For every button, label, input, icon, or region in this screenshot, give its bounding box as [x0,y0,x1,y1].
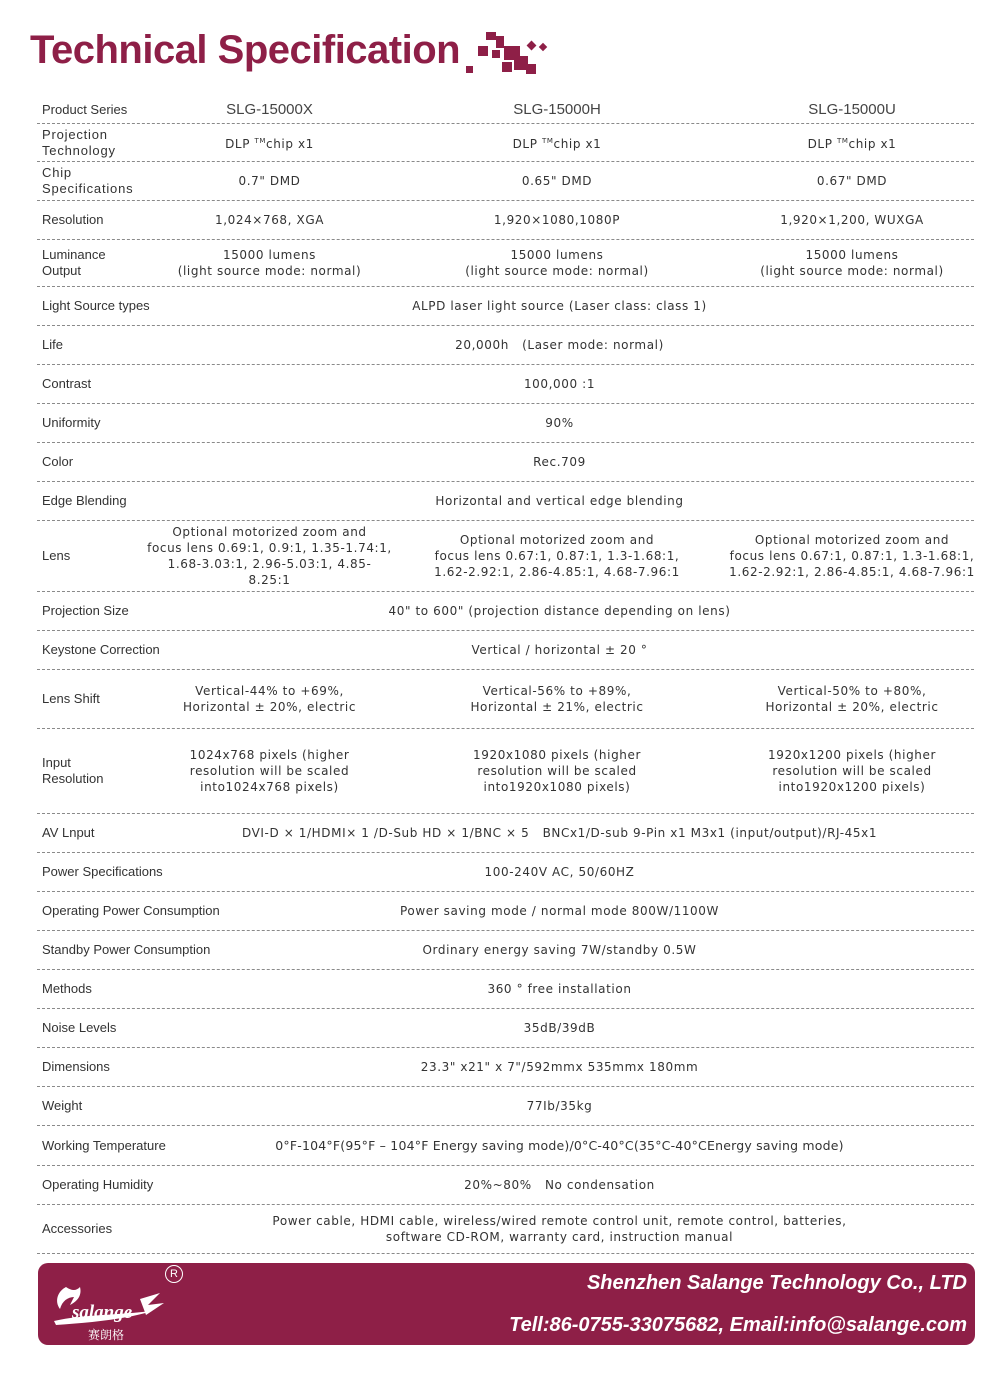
spec-row-projection-size [37,592,974,631]
spec-row-dimensions [37,1048,974,1087]
spec-row-operating-power [37,892,974,931]
cell-value: 0.65" DMD [521,174,593,188]
row-label: Accessories [42,1221,113,1236]
spec-row-power-specifications [37,853,974,892]
cell-value: 100-240V AC, 50/60HZ [484,865,635,879]
row-label: Keystone Correction [42,642,160,657]
row-label: Power Specifications [42,864,163,879]
cell-value: Vertical-56% to +89%, Horizontal ± 21%, electric [470,684,644,714]
row-label: AV Lnput [42,825,95,840]
company-name: Shenzhen Salange Technology Co., LTD [586,1272,967,1294]
cell-value: 1024x768 pixels (higher resolution will be scaled into1024x768 pixels) [189,748,350,794]
cell-value: Optional motorized zoom and focus lens 0.67:1, 0.87:1, 1.3-1.68:1, 1.62-2.92:1, 2.86-4.85:1, 4.68-7.96:1 [434,533,680,579]
registered-mark: R [165,1265,183,1283]
cell-value: Rec.709 [533,455,586,469]
cell-value: 0°F-104°F(95°F – 104°F Energy saving mode)/0°C-40°C(35°C-40°CEnergy saving mode) [275,1137,844,1153]
cell-value: Optional motorized zoom and focus lens 0.69:1, 0.9:1, 1.35-1.74:1, 1.68-3.03:1, 2.96-5.03:1, 4.85-8.25:1 [147,525,392,587]
row-label: Chip Specifications [42,165,134,196]
cell-value: Ordinary energy saving 7W/standby 0.5W [422,943,697,957]
spec-row-keystone-correction [37,631,974,670]
cell-value: ALPD laser light source (Laser class: class 1) [412,299,707,313]
page-title: Technical Specification [30,28,461,72]
row-label: Color [42,454,74,469]
spec-row-lens-shift [37,670,974,729]
row-label: Projection Technology [42,126,116,158]
cell-value: 77Ib/35kg [526,1099,593,1113]
spec-row-input-resolution [37,729,974,814]
spec-row-lens [37,521,974,592]
cell-value: 15000 lumens (light source mode: normal) [177,248,362,278]
spec-table [37,96,974,1254]
column-header-x: SLG-15000X [226,100,313,118]
cell-value: 20%~80% No condensation [464,1178,655,1192]
cell-value: 23.3" x21" x 7"/592mmx 535mmx 180mm [420,1060,699,1074]
column-header-h: SLG-15000H [513,100,601,118]
cell-value: 1920x1080 pixels (higher resolution will be scaled into1920x1080 pixels) [472,748,642,794]
cell-value: Vertical-50% to +80%, Horizontal ± 20%, electric [765,684,939,714]
row-label: Luminance Output [42,247,106,278]
cell-value: 40" to 600" (projection distance depending on lens) [388,604,731,618]
row-label: Uniformity [42,415,101,430]
contact-info: Tell:86-0755-33075682, Email:info@salange.com [509,1314,967,1336]
cell-value: 360 ° free installation [487,982,632,996]
spec-row-projection-technology [37,124,974,162]
row-label: Life [42,337,63,352]
row-label: Lens Shift [42,691,100,706]
spec-row-standby-power [37,931,974,970]
row-label: Resolution [42,212,104,227]
cell-value: 100,000 :1 [523,377,596,391]
cell-value: 0.7" DMD [238,174,301,188]
cell-value: 0.67" DMD [816,174,888,188]
row-label: Operating Power Consumption [42,903,220,918]
spec-row-methods [37,970,974,1009]
spec-row-operating-humidity [37,1166,974,1205]
spec-row-weight [37,1087,974,1126]
cell-value: Optional motorized zoom and focus lens 0.67:1, 0.87:1, 1.3-1.68:1, 1.62-2.92:1, 2.86-4.85:1, 4.68-7.96:1 [729,533,975,579]
row-label: Working Temperature [42,1137,166,1153]
row-label: Projection Size [42,603,129,618]
cell-value: 15000 lumens (light source mode: normal) [465,248,649,278]
cell-value: DVI-D × 1/HDMI× 1 /D-Sub HD × 1/BNC × 5 BNCx1/D-sub 9-Pin x1 M3x1 (input/output)/RJ-45x1 [241,826,878,840]
pixel-decoration [466,32,556,80]
cell-value: Vertical-44% to +69%, Horizontal ± 20%, electric [182,684,357,714]
row-label: Lens [42,548,71,563]
spec-row-color [37,443,974,482]
row-label: Standby Power Consumption [42,942,211,957]
column-header-u: SLG-15000U [808,100,896,118]
cell-value: 1920x1200 pixels (higher resolution will be scaled into1920x1200 pixels) [767,748,937,794]
row-label: Product Series [42,101,128,117]
cell-value: Horizontal and vertical edge blending [435,494,684,508]
cell-value: Vertical / horizontal ± 20 ° [471,643,648,657]
cell-value: 15000 lumens (light source mode: normal) [760,248,944,278]
row-label: Noise Levels [42,1020,117,1035]
row-label: Methods [42,981,92,996]
spec-row-product-series [37,96,974,124]
spec-row-luminance-output [37,240,974,287]
horse-logo [48,1275,168,1345]
row-label: Contrast [42,376,92,391]
cell-value: 1,024×768, XGA [214,213,325,227]
cell-value: 1,920×1,200, WUXGA [780,213,924,227]
spec-row-chip-specifications [37,162,974,201]
cell-value: Power cable, HDMI cable, wireless/wired remote control unit, remote control, batteries, software CD-ROM, warranty card, instruction manual [272,1214,847,1244]
cell-value: DLP ™chip x1 [225,137,314,151]
cell-value: 1,920×1080,1080P [493,213,621,227]
cell-value: DLP ™chip x1 [512,137,602,151]
cell-value: DLP ™chip x1 [807,137,897,151]
cell-value: 90% [545,416,574,430]
spec-row-working-temperature [37,1126,974,1166]
row-label: Light Source types [42,298,150,313]
cell-value: 35dB/39dB [523,1021,596,1035]
row-label: Input Resolution [42,755,104,786]
spec-row-accessories [37,1205,974,1254]
row-label: Operating Humidity [42,1177,154,1192]
logo-chinese: 赛朗格 [88,1328,125,1342]
spec-row-noise-levels [37,1009,974,1048]
row-label: Dimensions [42,1059,110,1074]
spec-row-av-input [37,814,974,853]
spec-row-edge-blending [37,482,974,521]
spec-row-uniformity [37,404,974,443]
logo-wordmark: salange [72,1302,133,1323]
cell-value: 20,000h (Laser mode: normal) [455,338,664,352]
row-label: Weight [42,1098,83,1113]
cell-value: Power saving mode / normal mode 800W/1100W [399,904,719,918]
spec-row-resolution [37,201,974,240]
footer-banner [38,1263,975,1345]
spec-row-life [37,326,974,365]
spec-row-light-source [37,287,974,326]
row-label: Edge Blending [42,493,127,508]
spec-row-contrast [37,365,974,404]
